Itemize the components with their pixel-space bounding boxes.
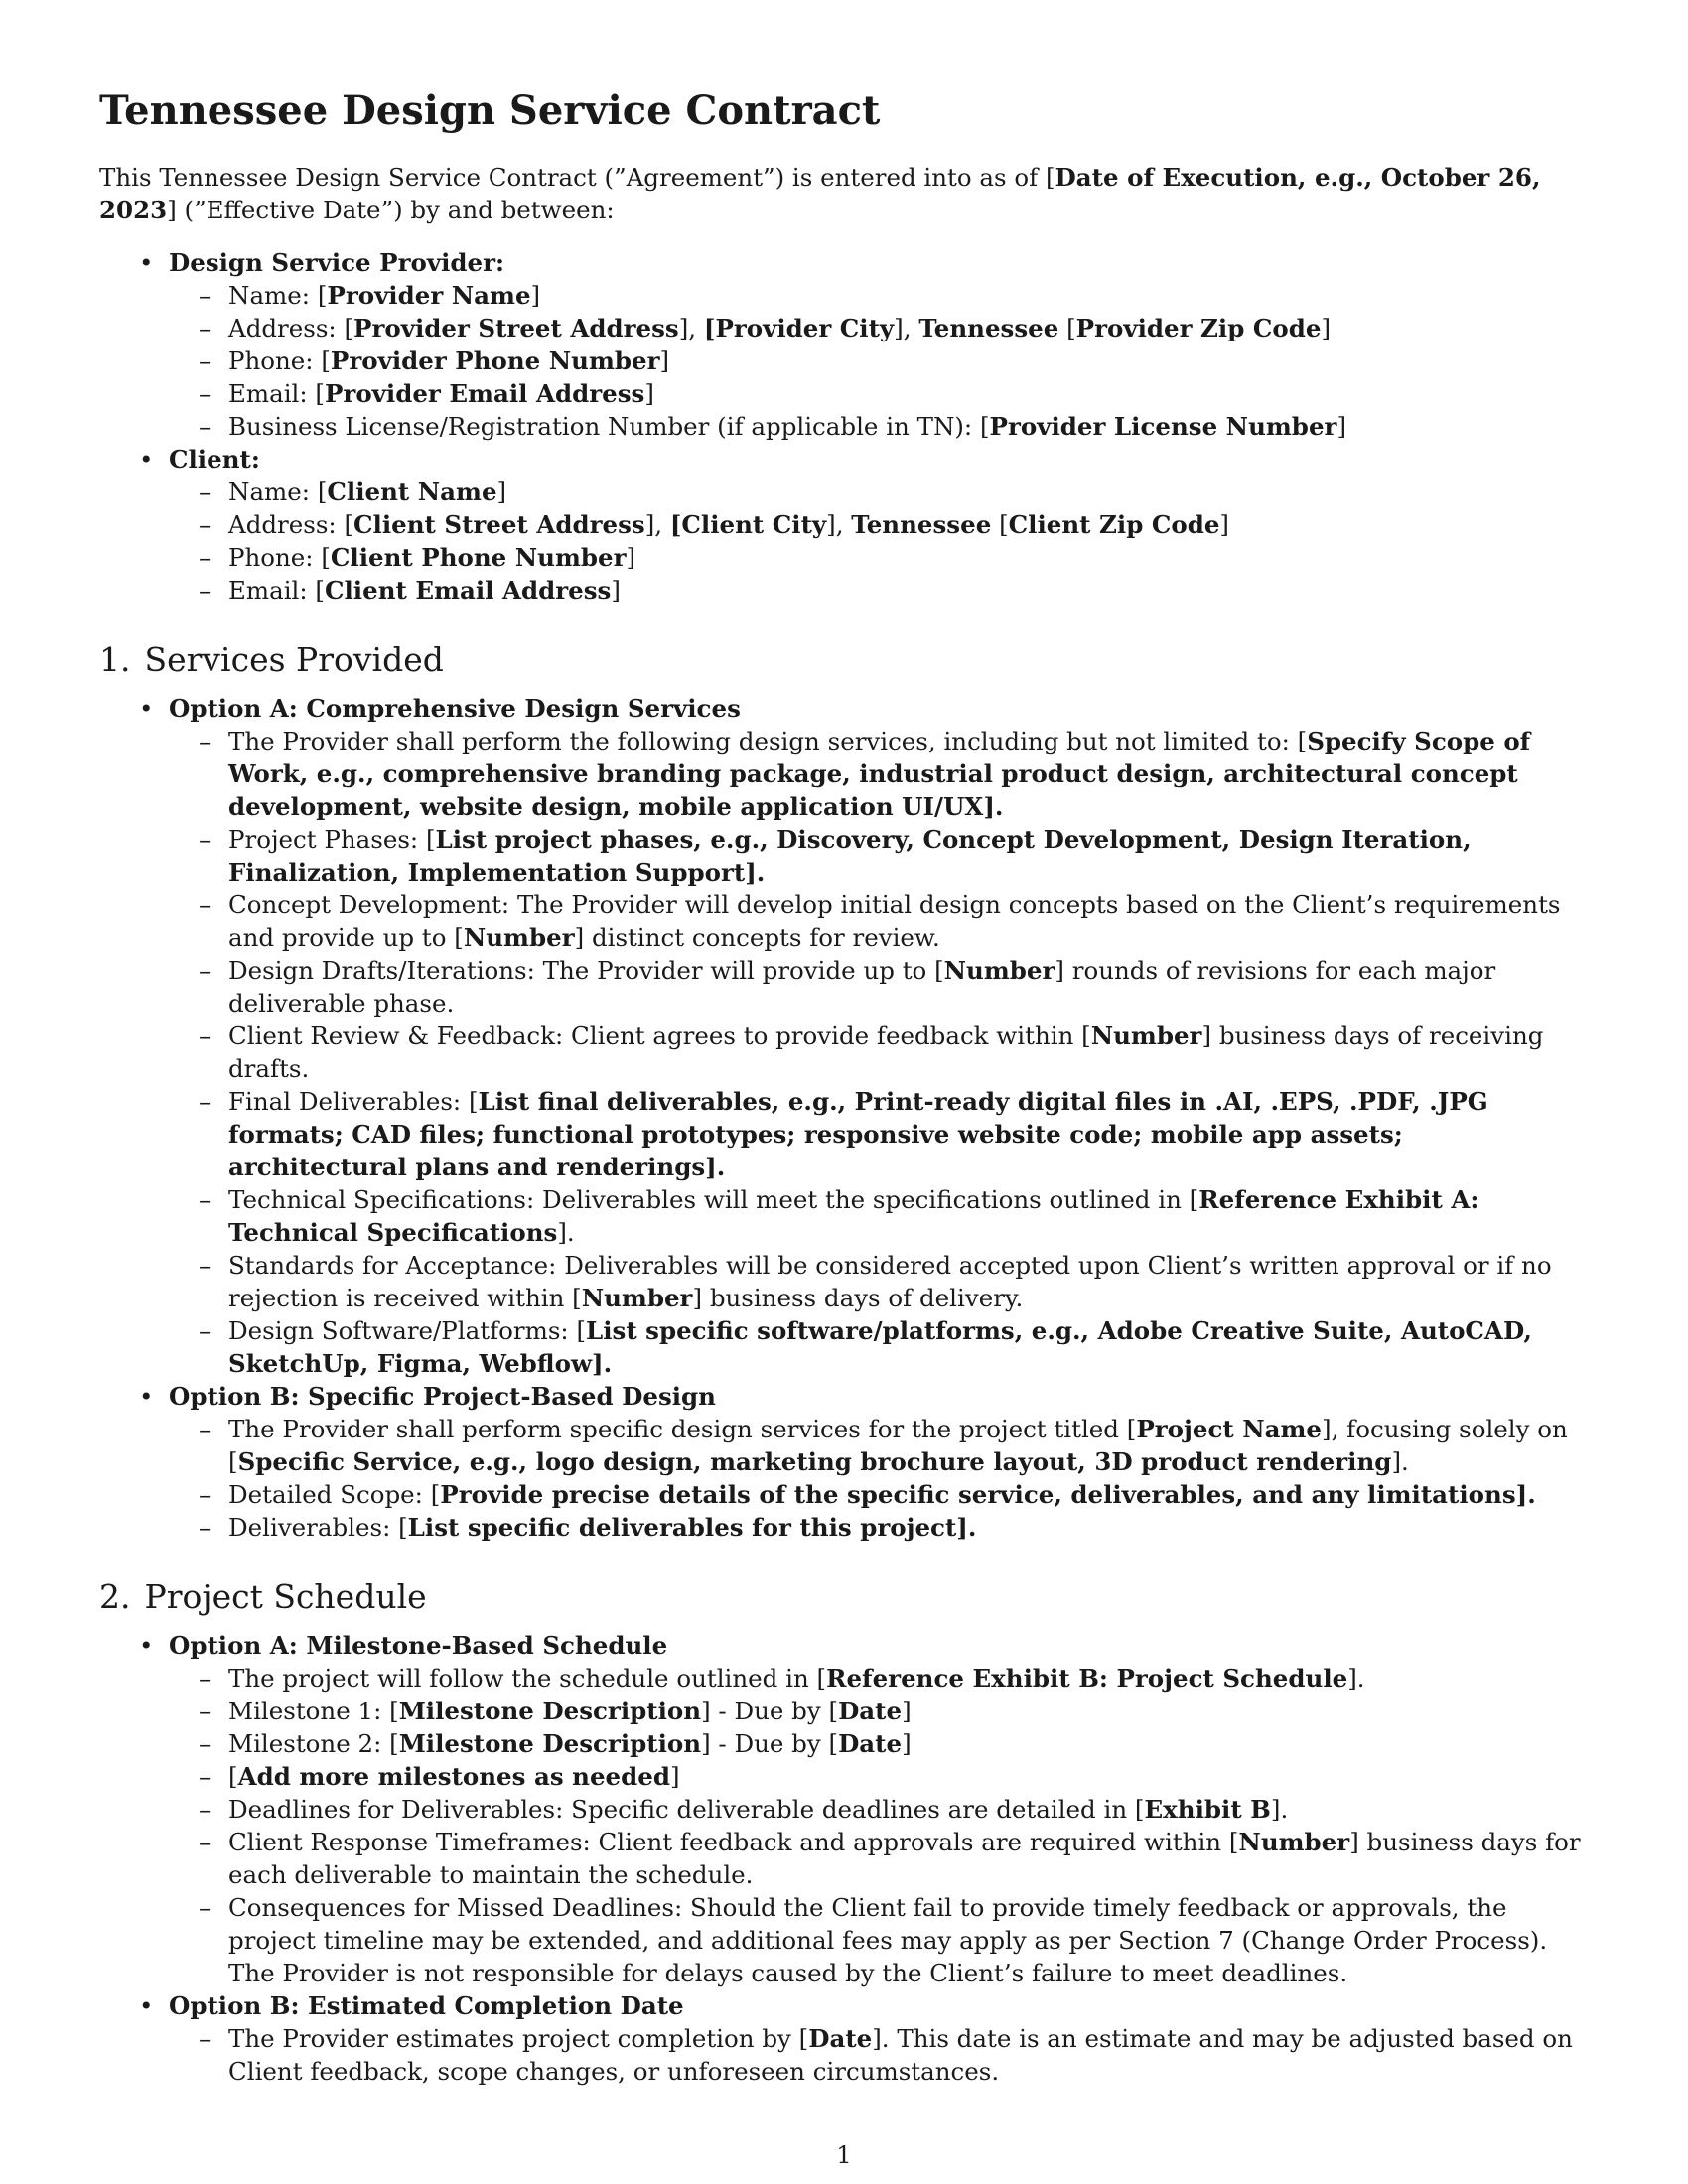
field-value: Provider License Number: [989, 412, 1337, 441]
item-text: ], focusing solely on [: [228, 1415, 1568, 1476]
list-item: [228, 1183, 1589, 1249]
option-a-items: [169, 725, 1589, 1380]
milestone-2: [228, 1727, 1589, 1760]
intro-text-2: ] (”Effective Date”) by and between:: [167, 196, 615, 224]
schedule-option-b-items: [169, 2022, 1589, 2088]
item-placeholder: Date: [838, 1729, 903, 1758]
field-label: Business License/Registration Number (if applicable in TN): [: [228, 412, 990, 441]
field-label: Address: [: [228, 314, 354, 342]
list-item: [228, 1891, 1589, 1989]
item-text: ]: [670, 1762, 680, 1791]
list-item: [228, 1314, 1589, 1380]
item-text: ].: [557, 1218, 575, 1247]
field-label: Phone: [: [228, 543, 331, 572]
effective-date-placeholder: Date of Execution, e.g., October 26, 2023: [99, 163, 1541, 224]
item-text: ] - Due by [: [701, 1697, 839, 1725]
item-placeholder: Number: [1090, 1022, 1202, 1050]
item-placeholder: Project Name: [1136, 1415, 1323, 1443]
intro-paragraph: [99, 161, 1589, 226]
list-item: [228, 888, 1589, 954]
provider-name-line: – Name: [Provider Name]: [228, 279, 1589, 312]
section-number: 1.: [99, 640, 131, 679]
item-placeholder: Specify Scope of Work, e.g., comprehensive branding package, industrial product design, architectural concept development, website design, mobile application UI/UX].: [228, 727, 1531, 821]
list-item: [228, 1478, 1589, 1511]
section-number: 2.: [99, 1577, 131, 1616]
item-text: ]: [902, 1697, 912, 1725]
item-placeholder: Reference Exhibit B: Project Schedule: [826, 1664, 1348, 1693]
item-text: ] business days of delivery.: [692, 1284, 1024, 1312]
item-text: ] business days for each deliverable to maintain the schedule.: [228, 1828, 1581, 1889]
item-placeholder: Provide precise details of the specific service, deliverables, and any limitations].: [440, 1480, 1536, 1509]
item-text: Client Review & Feedback: Client agrees to provide feedback within [: [228, 1022, 1091, 1050]
item-text: Deliverables: [: [228, 1513, 408, 1542]
list-item: [228, 725, 1589, 823]
item-placeholder: Milestone Description: [398, 1697, 702, 1725]
field-value: Tennessee: [851, 510, 992, 539]
schedule-option-a-items: [169, 1662, 1589, 1989]
page-number: 1: [836, 2141, 852, 2169]
item-text: The Provider shall perform specific design services for the project titled [: [228, 1415, 1137, 1443]
list-item: [228, 954, 1589, 1020]
provider-phone-line: – Phone: [Provider Phone Number]: [228, 344, 1589, 377]
option-label: Option A: Milestone-Based Schedule: [169, 1631, 668, 1660]
item-text: ]. This date is an estimate and may be adjusted based on Client feedback, scope changes, or unforeseen circumstances.: [228, 2024, 1573, 2086]
item-placeholder: Number: [1238, 1828, 1350, 1856]
field-value: Provider Street Address: [353, 314, 679, 342]
item-placeholder: Number: [463, 923, 575, 952]
item-text: Design Software/Platforms: [: [228, 1316, 586, 1345]
provider-label: Design Service Provider:: [169, 248, 505, 277]
item-text: ] distinct concepts for review.: [574, 923, 940, 952]
list-item: [228, 1511, 1589, 1544]
list-item: [228, 2022, 1589, 2088]
list-item: [228, 823, 1589, 888]
item-placeholder: List specific deliverables for this project].: [407, 1513, 977, 1542]
client-party: [169, 443, 1589, 607]
field-value: Provider Zip Code: [1075, 314, 1322, 342]
item-text: The project will follow the schedule outlined in [: [228, 1664, 827, 1693]
item-placeholder: List specific software/platforms, e.g., Adobe Creative Suite, AutoCAD, SketchUp, Figma, Webflow].: [228, 1316, 1532, 1378]
item-text: Design Drafts/Iterations: The Provider will provide up to [: [228, 956, 944, 985]
item-text: Client Response Timeframes: Client feedback and approvals are required within [: [228, 1828, 1239, 1856]
item-placeholder: Add more milestones as needed: [237, 1762, 670, 1791]
schedule-options-list: [99, 1629, 1589, 2088]
provider-address-line: – Address: [Provider Street Address], [Provider City], Tennessee [Provider Zip Code]: [228, 312, 1589, 344]
document-title: Tennessee Design Service Contract: [99, 87, 881, 134]
option-label: Option A: Comprehensive Design Services: [169, 694, 741, 723]
list-item: [228, 1020, 1589, 1085]
item-text: [: [228, 1762, 238, 1791]
section-title: Services Provided: [144, 640, 444, 679]
field-value: Provider Name: [327, 281, 531, 310]
item-text: Milestone 1: [: [228, 1697, 399, 1725]
provider-party: [169, 246, 1589, 443]
field-value: Client City: [681, 510, 827, 539]
item-text: ] rounds of revisions for each major deliverable phase.: [228, 956, 1496, 1018]
item-placeholder: Milestone Description: [398, 1729, 702, 1758]
field-label: Address: [: [228, 510, 354, 539]
item-placeholder: Exhibit B: [1144, 1795, 1271, 1824]
field-label: Email: [: [228, 379, 325, 408]
item-placeholder: Specific Service, e.g., logo design, marketing brochure layout, 3D product rendering: [237, 1447, 1392, 1476]
field-value: Tennessee: [918, 314, 1059, 342]
item-placeholder: List final deliverables, e.g., Print-ready digital files in .AI, .EPS, .PDF, .JPG formats; CAD files; functional prototypes; responsive website code; mobile app assets; architectural plans and renderings].: [228, 1087, 1488, 1181]
client-details: [169, 476, 1589, 607]
item-text: Concept Development: The Provider will develop initial design concepts based on the Client’s requirements and provide up to [: [228, 890, 1561, 952]
field-value: Client Phone Number: [330, 543, 627, 572]
services-options-list: [99, 692, 1589, 1544]
field-label: Phone: [: [228, 346, 331, 375]
item-placeholder: Reference Exhibit A: Technical Specifications: [228, 1185, 1479, 1247]
client-address-line: – Address: [Client Street Address], [Client City], Tennessee [Client Zip Code]: [228, 508, 1589, 541]
item-placeholder: Date: [838, 1697, 903, 1725]
services-option-a: [169, 692, 1589, 1380]
list-item: [228, 1826, 1589, 1891]
field-label: Name: [: [228, 478, 328, 506]
item-text: ] business days of receiving drafts.: [228, 1022, 1544, 1083]
services-option-b: [169, 1380, 1589, 1544]
item-text: Consequences for Missed Deadlines: Should the Client fail to provide timely feedback or approvals, the project timeline may be extended, and additional fees may apply as per Section 7 (Change Order Process). The Provider is not responsible for delays caused by the Client’s failure to meet deadlines.: [228, 1893, 1548, 1987]
item-text: Detailed Scope: [: [228, 1480, 441, 1509]
item-text: The Provider estimates project completion by [: [228, 2024, 809, 2053]
list-item: [228, 1793, 1589, 1826]
item-placeholder: Number: [943, 956, 1055, 985]
item-text: Technical Specifications: Deliverables will meet the specifications outlined in [: [228, 1185, 1199, 1214]
client-name-line: – Name: [Client Name]: [228, 476, 1589, 508]
option-b-items: [169, 1413, 1589, 1544]
item-text: ].: [1270, 1795, 1289, 1824]
item-text: ] - Due by [: [701, 1729, 839, 1758]
client-phone-line: – Phone: [Client Phone Number]: [228, 541, 1589, 574]
item-text: Milestone 2: [: [228, 1729, 399, 1758]
item-text: Final Deliverables: [: [228, 1087, 479, 1116]
item-text: ].: [1347, 1664, 1365, 1693]
field-value: Client Street Address: [353, 510, 645, 539]
field-value: Client Email Address: [325, 576, 612, 605]
field-label: Email: [: [228, 576, 325, 605]
item-placeholder: Date: [808, 2024, 873, 2053]
add-milestones-line: [228, 1760, 1589, 1793]
schedule-option-a: [169, 1629, 1589, 1989]
schedule-option-b: [169, 1989, 1589, 2088]
item-placeholder: Number: [581, 1284, 693, 1312]
list-item: [228, 1249, 1589, 1314]
option-label: Option B: Estimated Completion Date: [169, 1991, 684, 2020]
parties-list: [99, 246, 1589, 607]
milestone-1: [228, 1695, 1589, 1727]
field-label: Name: [: [228, 281, 328, 310]
field-value: Client Name: [327, 478, 497, 506]
item-placeholder: List project phases, e.g., Discovery, Concept Development, Design Iteration, Finalization, Implementation Support].: [228, 825, 1472, 887]
client-label: Client:: [169, 445, 260, 474]
section-heading-schedule: [99, 1577, 1589, 1617]
list-item: [228, 1662, 1589, 1695]
section-heading-services: [99, 640, 1589, 680]
field-value: Provider Phone Number: [330, 346, 660, 375]
item-text: ].: [1391, 1447, 1409, 1476]
field-value: Provider City: [715, 314, 895, 342]
list-item: [228, 1413, 1589, 1478]
option-label: Option B: Specific Project-Based Design: [169, 1382, 716, 1411]
contract-page: [99, 87, 1589, 2088]
field-value: Provider Email Address: [325, 379, 645, 408]
field-value: Client Zip Code: [1008, 510, 1220, 539]
item-text: Project Phases: [: [228, 825, 436, 854]
provider-license-line: – Business License/Registration Number (if applicable in TN): [Provider License Number]: [228, 410, 1589, 443]
item-text: Standards for Acceptance: Deliverables will be considered accepted upon Client’s written approval or if no rejection is received within [: [228, 1251, 1552, 1312]
section-title: Project Schedule: [144, 1577, 427, 1616]
item-text: ]: [902, 1729, 912, 1758]
list-item: [228, 1085, 1589, 1183]
client-email-line: – Email: [Client Email Address]: [228, 574, 1589, 607]
provider-details: [169, 279, 1589, 443]
intro-text-1: This Tennessee Design Service Contract (”Agreement”) is entered into as of [: [99, 163, 1055, 192]
item-text: The Provider shall perform the following design services, including but not limited to: [: [228, 727, 1308, 755]
item-text: Deadlines for Deliverables: Specific deliverable deadlines are detailed in [: [228, 1795, 1145, 1824]
provider-email-line: – Email: [Provider Email Address]: [228, 377, 1589, 410]
